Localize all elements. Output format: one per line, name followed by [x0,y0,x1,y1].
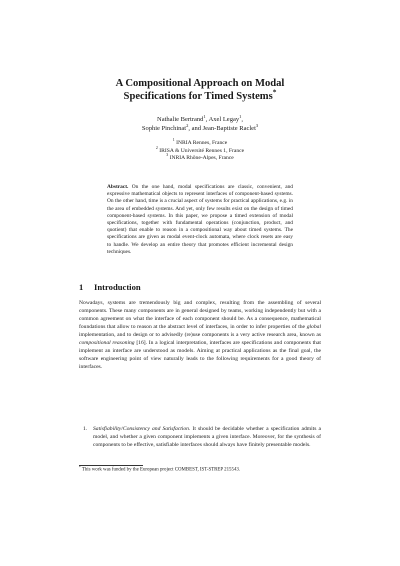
author-separator: , [241,116,243,123]
affiliation-text: INRIA Rennes, France [176,140,228,146]
author-name: Jean-Baptiste Raclet [202,124,256,132]
requirement-number: 1. [83,426,88,432]
author-affil-mark: 3 [255,122,259,128]
title-line-2-text: Specifications for Timed Systems [123,91,273,102]
intro-paragraph [79,299,321,371]
author-list [60,113,340,134]
requirement-text: It should be decidable whether a specification admits a model, and whether a given component implements a given interface. Moreover, for the synthesis of components to be effective, satisfiable interfaces should always have finitely presentable models. [93,426,321,449]
title-footnote-mark: * [272,87,277,97]
footnote-text: This work was funded by the European project COMBEST, IST-STREP 215543. [80,467,241,473]
section-number: 1 [79,282,84,292]
intro-emphasis-global: global [306,324,321,331]
author-name: Nathalie Bertrand [157,116,204,123]
affiliation-text: IRISA & Université Rennes 1, France [159,147,245,154]
intro-text-a: Nowadays, systems are tremendously big and complex, resulting from the assembling of several components. These many components are in general designed by teams, working independently but with a common agreement on what the interface of each component should be. As a consequence, mathematical foundations that allow to reason at the abstract level of interfaces, in order to infer properties of the [79,300,321,331]
title-line-1: A Compositional Approach on Modal [115,78,285,89]
abstract [107,184,293,256]
author-line-1 [60,113,340,125]
author-separator: , [205,116,209,123]
requirement-title: Satisfiability/Consistency and Satisfaction. [93,426,191,432]
title-line-2 [60,87,340,103]
intro-text-b: implementation, and to design or to advisedly (re)use components is a very active research area, known as [79,332,321,339]
intro-emphasis-compositional: compositional reasoning [79,340,135,347]
affiliation-text: INRIA Rhône-Alpes, France [169,155,234,162]
paper-title [60,77,340,103]
footnote-mark: * [79,465,81,469]
affiliation-mark: 2 [155,145,158,150]
affiliation-list [60,140,340,163]
footnote [79,467,321,474]
abstract-label: Abstract. [107,184,129,190]
intro-text-c: [16]. In a logical interpretation, interfaces are specifications and components that implement an interface are understood as models. Aiming at practical applications as the final goal, the software engineering point of view naturally leads to the following requirements for a good theory of interfaces. [79,340,321,371]
affiliation [60,140,340,148]
author-affil-mark: 1 [239,113,242,119]
affiliation-mark: 3 [166,153,169,158]
abstract-text: On the one hand, modal specifications are classic, convenient, and expressive mathematical objects to represent interfaces of component-based systems. On the other hand, time is a crucial aspect of systems for practical applications, e.g. in the area of embedded systems. And yet, only few results exist on the design of timed component-based systems. In this paper, we propose a timed extension of modal specifications, together with fundamental operations (conjunction, product, and quotient) that enable to reason in a compositional way about timed systems. The specifications are given as modal event-clock automata, where clock resets are easy to handle. We develop an entire theory that promotes efficient incremental design techniques. [107,184,293,255]
author-name: Sophie Pinchinat [141,124,187,132]
author-separator: , and [188,124,203,132]
section-title: Introduction [94,282,141,292]
requirement-item [79,425,321,449]
footnote-rule [79,465,143,466]
section-heading [79,282,141,292]
author-line-2 [60,122,340,134]
author-affil-mark: 1 [203,113,206,119]
affiliation-mark: 1 [172,138,175,143]
author-name: Axel Legay [208,116,240,123]
affiliation [60,155,340,163]
requirement-body [93,425,321,449]
author-affil-mark: 2 [186,122,189,128]
